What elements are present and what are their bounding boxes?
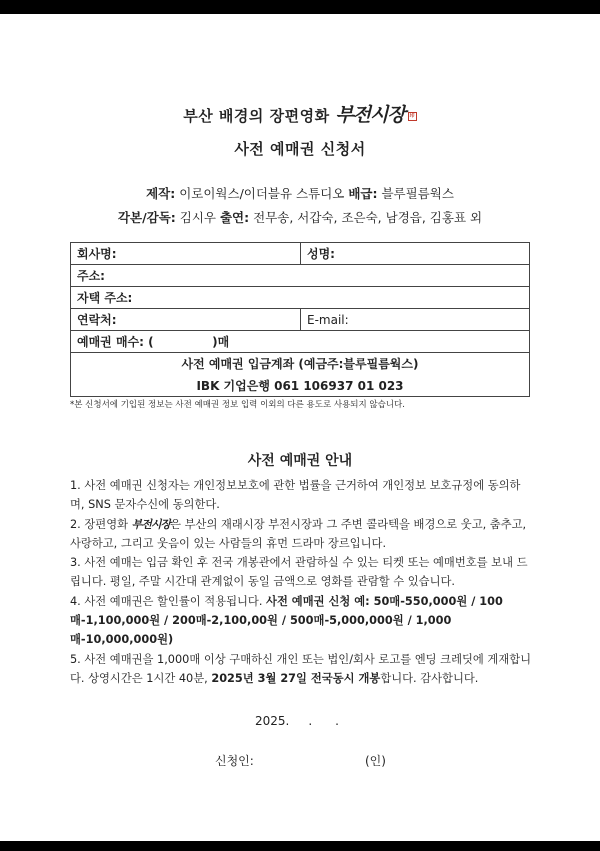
application-date[interactable]: 2025. . . bbox=[255, 714, 339, 728]
director-value: 김시우 bbox=[175, 210, 220, 225]
guide-item-2 bbox=[70, 515, 532, 554]
film-title-calligraphy: 부전시장 bbox=[335, 104, 405, 126]
release-date: 2025년 3월 27일 전국동시 개봉 bbox=[211, 671, 381, 685]
form-row-account-2 bbox=[71, 375, 530, 397]
seal-mark: (인) bbox=[365, 754, 386, 768]
production-value: 이로이웍스/이더블유 스튜디오 bbox=[175, 186, 349, 201]
credits-cast-line bbox=[0, 208, 600, 226]
guide-item-5 bbox=[70, 650, 532, 689]
distribution-value: 블루필름웍스 bbox=[377, 186, 454, 201]
red-seal-icon: 印 bbox=[409, 113, 415, 119]
document-subtitle: 사전 예매권 신청서 bbox=[234, 140, 366, 158]
home-address-field[interactable]: 자택 주소: bbox=[71, 287, 530, 309]
guide-item-5-prefix: 5. 사전 예매권을 1,000매 이상 구매하신 개인 또는 법인/회사 로고를 엔딩 크레딧에 게재합니다. 상영시간은 1시간 40분, bbox=[70, 652, 532, 685]
guide-section bbox=[70, 476, 532, 688]
privacy-note: *본 신청서에 기입된 정보는 사전 예매권 정보 입력 이외의 다른 용도로 사용되지 않습니다. bbox=[70, 400, 405, 410]
form-row-contact bbox=[71, 309, 530, 331]
form-row-company-name bbox=[71, 243, 530, 265]
application-form-table bbox=[70, 242, 530, 397]
ticket-count-field[interactable]: 예매권 매수: ( )매 bbox=[71, 331, 530, 353]
account-info-line1: 사전 예매권 입금계좌 (예금주:블루필름웍스) bbox=[71, 353, 530, 375]
form-row-address bbox=[71, 265, 530, 287]
guide-item-3: 3. 사전 예매는 입금 확인 후 전국 개봉관에서 관람하실 수 있는 티켓 또는 예매번호를 보내 드립니다. 평일, 주말 시간대 관계없이 동일 금액으로 영화를 관람할 수 있습니다. bbox=[70, 556, 528, 589]
director-label: 각본/감독: bbox=[117, 210, 176, 225]
guide-item-1: 1. 사전 예매권 신청자는 개인정보보호에 관한 법률을 근거하여 개인정보 보호규정에 동의하며, SNS 문자수신에 동의한다. bbox=[70, 479, 521, 512]
credits-production-line bbox=[0, 184, 600, 202]
guide-item-2-prefix: 2. 장편영화 bbox=[70, 517, 132, 531]
cast-label: 출연: bbox=[219, 210, 250, 225]
title-prefix: 부산 배경의 장편영화 bbox=[183, 107, 330, 125]
distribution-label: 배급: bbox=[348, 186, 378, 201]
email-field[interactable]: E-mail: bbox=[301, 309, 530, 331]
address-field[interactable]: 주소: bbox=[71, 265, 530, 287]
film-title-calligraphy-small: 부전시장 bbox=[131, 517, 171, 531]
guide-title: 사전 예매권 안내 bbox=[247, 453, 353, 469]
account-info-line2: IBK 기업은행 061 106937 01 023 bbox=[71, 375, 530, 397]
guide-item-5-suffix: 합니다. 감사합니다. bbox=[380, 671, 479, 685]
document-title bbox=[0, 100, 600, 127]
form-row-home-address bbox=[71, 287, 530, 309]
applicant-label: 신청인: bbox=[215, 754, 254, 768]
top-black-bar bbox=[0, 0, 600, 14]
guide-item-4-prefix: 4. 사전 예매권은 할인률이 적용됩니다. bbox=[70, 594, 267, 608]
production-label: 제작: bbox=[146, 186, 176, 201]
guide-item-4 bbox=[70, 592, 532, 650]
document-page bbox=[0, 14, 600, 841]
contact-field[interactable]: 연락처: bbox=[71, 309, 301, 331]
form-row-account-1 bbox=[71, 353, 530, 375]
company-field[interactable]: 회사명: bbox=[71, 243, 301, 265]
name-field[interactable]: 성명: bbox=[301, 243, 530, 265]
bottom-black-bar bbox=[0, 841, 600, 851]
guide-item-4-pricing: 사전 예매권 신청 예: 50매-550,000원 / 100매-1,100,000원 / 200매-2,100,00원 / 500매-5,000,000원 / 1,000매-10,000,000원) bbox=[70, 594, 503, 647]
applicant-signature-line bbox=[215, 752, 386, 769]
form-row-tickets bbox=[71, 331, 530, 353]
guide-item-2-suffix: 은 부산의 재래시장 부전시장과 그 주변 콜라텍을 배경으로 웃고, 춤추고, 사랑하고, 그리고 웃음이 있는 사람들의 휴먼 드라마 장르입니다. bbox=[70, 517, 527, 550]
cast-value: 전무송, 서갑숙, 조은숙, 남경읍, 김홍표 외 bbox=[249, 210, 483, 225]
